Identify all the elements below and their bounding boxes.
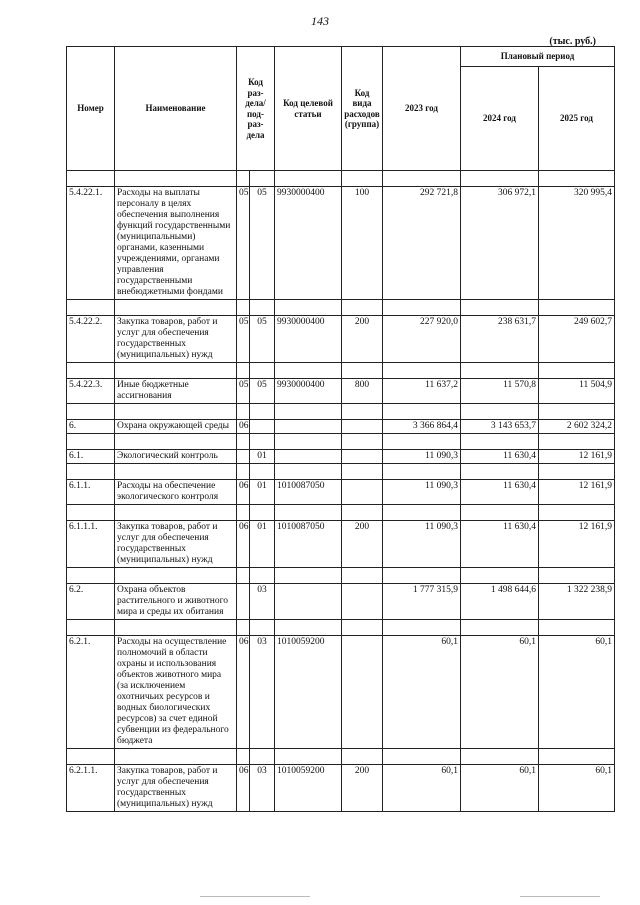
row-section: 06 <box>237 420 250 434</box>
row-expense-type <box>342 480 383 505</box>
row-expense-type: 200 <box>342 765 383 812</box>
row-subsection: 03 <box>250 584 275 620</box>
header-plan-period: Плановый период <box>461 47 615 67</box>
row-spacer <box>67 404 615 420</box>
row-value-2025: 2 602 324,2 <box>539 420 615 434</box>
header-name: Наименование <box>115 47 237 171</box>
row-expense-type: 800 <box>342 379 383 404</box>
row-value-2024: 11 630,4 <box>461 450 539 464</box>
row-target: 9930000400 <box>275 187 342 300</box>
table-row <box>67 636 615 749</box>
row-value-2023: 60,1 <box>383 636 461 749</box>
row-target: 1010059200 <box>275 636 342 749</box>
row-spacer <box>67 620 615 636</box>
row-name: Расходы на выплаты персоналу в целях обеспечения выполнения функций государственными (муниципальными) органами, казенными учреждениями, органами управления государственными внебюджетными фондами <box>115 187 237 300</box>
row-target: 1010087050 <box>275 480 342 505</box>
row-spacer <box>67 434 615 450</box>
row-target: 1010087050 <box>275 521 342 568</box>
row-number: 5.4.22.3. <box>67 379 115 404</box>
row-value-2024: 238 631,7 <box>461 316 539 363</box>
header-number: Номер <box>67 47 115 171</box>
row-value-2023: 60,1 <box>383 765 461 812</box>
row-subsection: 05 <box>250 379 275 404</box>
table-row <box>67 450 615 464</box>
row-spacer <box>67 505 615 521</box>
row-value-2024: 11 570,8 <box>461 379 539 404</box>
table-row <box>67 316 615 363</box>
row-number: 6.1.1.1. <box>67 521 115 568</box>
row-subsection: 01 <box>250 521 275 568</box>
row-subsection: 05 <box>250 316 275 363</box>
budget-table <box>66 46 615 812</box>
row-section: 06 <box>237 636 250 749</box>
row-spacer <box>67 171 615 187</box>
row-section: 06 <box>237 521 250 568</box>
table-row <box>67 480 615 505</box>
row-value-2023: 3 366 864,4 <box>383 420 461 434</box>
header-2024: 2024 год <box>461 67 539 171</box>
row-value-2025: 11 504,9 <box>539 379 615 404</box>
row-expense-type: 100 <box>342 187 383 300</box>
row-value-2024: 3 143 653,7 <box>461 420 539 434</box>
row-number: 5.4.22.1. <box>67 187 115 300</box>
row-section: 06 <box>237 480 250 505</box>
header-2023: 2023 год <box>383 47 461 171</box>
row-value-2025: 60,1 <box>539 765 615 812</box>
row-expense-type <box>342 420 383 434</box>
table-body <box>67 171 615 812</box>
row-value-2023: 292 721,8 <box>383 187 461 300</box>
row-section <box>237 450 250 464</box>
row-value-2025: 60,1 <box>539 636 615 749</box>
row-name: Закупка товаров, работ и услуг для обеспечения государственных (муниципальных) нужд <box>115 765 237 812</box>
row-name: Охрана объектов растительного и животного мира и среды их обитания <box>115 584 237 620</box>
row-value-2024: 60,1 <box>461 765 539 812</box>
row-section: 05 <box>237 379 250 404</box>
table-row <box>67 379 615 404</box>
row-value-2025: 12 161,9 <box>539 521 615 568</box>
row-target <box>275 584 342 620</box>
row-value-2024: 60,1 <box>461 636 539 749</box>
row-expense-type: 200 <box>342 316 383 363</box>
row-name: Расходы на осуществление полномочий в области охраны и использования объектов животного мира (за исключением охотничьих ресурсов и водных биологических ресурсов) за счет единой субвенции из федерального бюджета <box>115 636 237 749</box>
row-number: 6.2. <box>67 584 115 620</box>
row-spacer <box>67 749 615 765</box>
row-subsection: 01 <box>250 450 275 464</box>
row-value-2024: 11 630,4 <box>461 521 539 568</box>
row-spacer <box>67 568 615 584</box>
header-2025: 2025 год <box>539 67 615 171</box>
header-expense-type: Код вида расходов (группа) <box>342 47 383 171</box>
row-number: 6.1. <box>67 450 115 464</box>
table-row <box>67 521 615 568</box>
table-row <box>67 765 615 812</box>
row-number: 6.2.1. <box>67 636 115 749</box>
row-name: Закупка товаров, работ и услуг для обеспечения государственных (муниципальных) нужд <box>115 521 237 568</box>
row-subsection: 05 <box>250 187 275 300</box>
row-value-2024: 306 972,1 <box>461 187 539 300</box>
footer-rule-right <box>520 896 600 897</box>
page-number: 143 <box>311 14 329 28</box>
row-target: 9930000400 <box>275 379 342 404</box>
row-value-2025: 12 161,9 <box>539 480 615 505</box>
row-value-2023: 227 920,0 <box>383 316 461 363</box>
row-spacer <box>67 300 615 316</box>
row-target <box>275 420 342 434</box>
row-value-2025: 320 995,4 <box>539 187 615 300</box>
row-value-2023: 11 090,3 <box>383 521 461 568</box>
row-target: 9930000400 <box>275 316 342 363</box>
row-name: Расходы на обеспечение экологического контроля <box>115 480 237 505</box>
row-number: 6. <box>67 420 115 434</box>
row-value-2023: 11 637,2 <box>383 379 461 404</box>
units-label: (тыс. руб.) <box>549 36 596 47</box>
table-row <box>67 584 615 620</box>
row-subsection <box>250 420 275 434</box>
row-section: 06 <box>237 765 250 812</box>
header-section: Код раз-дела/ под-раз-дела <box>237 47 275 171</box>
row-value-2024: 11 630,4 <box>461 480 539 505</box>
row-value-2025: 12 161,9 <box>539 450 615 464</box>
header-target: Код целевой статьи <box>275 47 342 171</box>
row-name: Охрана окружающей среды <box>115 420 237 434</box>
row-expense-type <box>342 636 383 749</box>
row-value-2025: 249 602,7 <box>539 316 615 363</box>
row-section: 05 <box>237 316 250 363</box>
row-name: Закупка товаров, работ и услуг для обеспечения государственных (муниципальных) нужд <box>115 316 237 363</box>
row-spacer <box>67 464 615 480</box>
row-subsection: 03 <box>250 636 275 749</box>
row-expense-type <box>342 450 383 464</box>
table-row <box>67 187 615 300</box>
row-target <box>275 450 342 464</box>
row-name: Иные бюджетные ассигнования <box>115 379 237 404</box>
row-expense-type: 200 <box>342 521 383 568</box>
table-row <box>67 420 615 434</box>
row-subsection: 01 <box>250 480 275 505</box>
row-value-2023: 11 090,3 <box>383 450 461 464</box>
row-expense-type <box>342 584 383 620</box>
row-target: 1010059200 <box>275 765 342 812</box>
row-number: 6.1.1. <box>67 480 115 505</box>
row-spacer <box>67 363 615 379</box>
row-value-2023: 1 777 315,9 <box>383 584 461 620</box>
row-section: 05 <box>237 187 250 300</box>
row-value-2025: 1 322 238,9 <box>539 584 615 620</box>
row-number: 6.2.1.1. <box>67 765 115 812</box>
row-number: 5.4.22.2. <box>67 316 115 363</box>
row-value-2023: 11 090,3 <box>383 480 461 505</box>
row-name: Экологический контроль <box>115 450 237 464</box>
row-section <box>237 584 250 620</box>
row-subsection: 03 <box>250 765 275 812</box>
row-value-2024: 1 498 644,6 <box>461 584 539 620</box>
footer-rule-left <box>200 896 310 897</box>
